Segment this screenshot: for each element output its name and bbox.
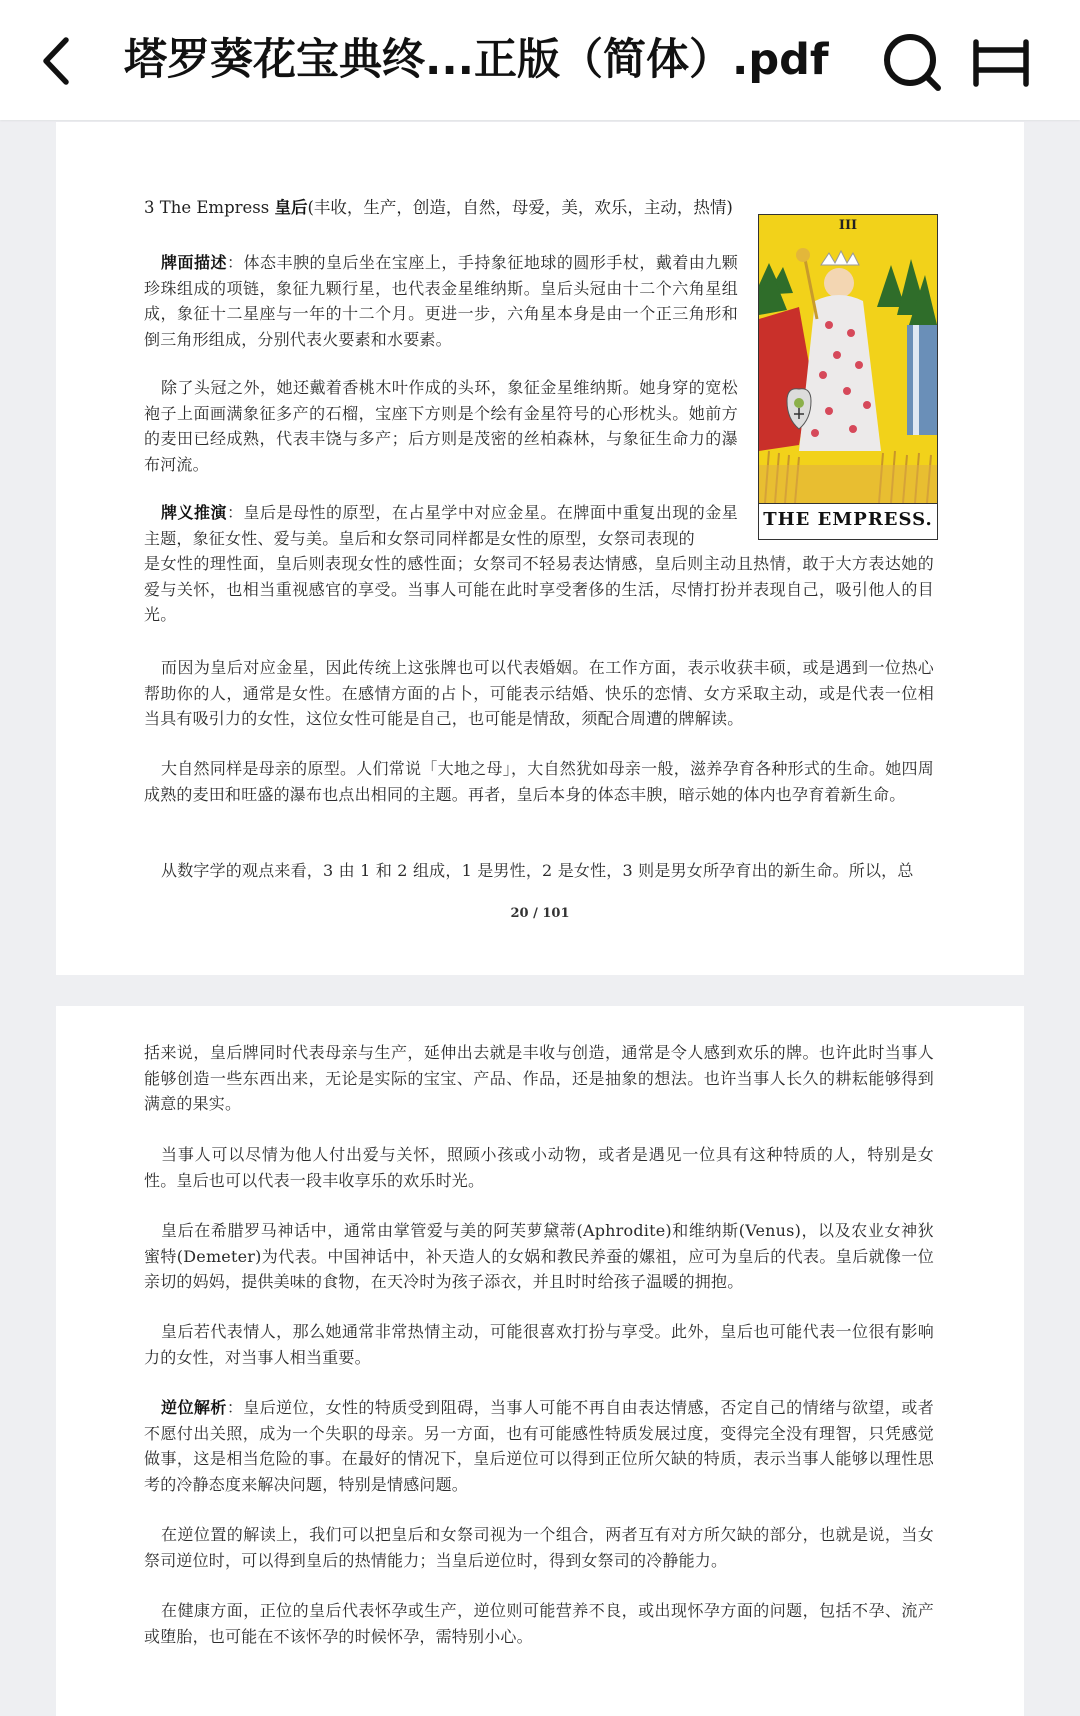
paragraph-numerology: 从数字学的观点来看，3 由 1 和 2 组成，1 是男性，2 是女性，3 则是男女所孕育出的新生命。所以，总 — [161, 861, 914, 880]
heading-keywords: (丰收，生产，创造，自然，母爱，美，欢乐，主动，热情) — [307, 198, 733, 217]
document-title: 塔罗葵花宝典终...正版（简体）.pdf — [124, 35, 829, 85]
empress-card-image — [758, 214, 938, 540]
paragraph-mythology: 皇后在希腊罗马神话中，通常由掌管爱与美的阿芙萝黛蒂(Aphrodite)和维纳斯(Venus)，以及农业女神狄蜜特(Demeter)为代表。中国神话中，补天造人的女娲和教民养蚕的嫘祖，应可为皇后的代表。皇后就像一位亲切的妈妈，提供美味的食物，在天冷时为孩子添衣，并且时时给孩子温暖的拥抱。 — [144, 1221, 934, 1291]
paragraph-headband: 除了头冠之外，她还戴着香桃木叶作成的头环，象征金星维纳斯。她身穿的宽松袍子上面画满象征多产的石榴，宝座下方则是个绘有金星符号的心形枕头。她前方的麦田已经成熟，代表丰饶与多产；后方则是茂密的丝柏森林，与象征生命力的瀑布河流。 — [144, 378, 738, 474]
card-heading — [144, 196, 800, 220]
page-number: 20 / 101 — [510, 906, 570, 921]
back-button[interactable] — [30, 28, 94, 92]
paragraph-care: 当事人可以尽情为他人付出爱与关怀，照顾小孩或小动物，或者是遇见一位具有这种特质的人，特别是女性。皇后也可以代表一段丰收享乐的欢乐时光。 — [144, 1145, 934, 1190]
paragraph-summary: 括来说，皇后牌同时代表母亲与生产，延伸出去就是丰收与创造，通常是令人感到欢乐的牌。也许此时当事人能够创造一些东西出来，无论是实际的宝宝、产品、作品，还是抽象的想法。也许当事人长久的耕耘能够得到满意的果实。 — [144, 1043, 934, 1113]
pdf-page-20 — [56, 122, 1024, 975]
label-reversed: 逆位解析 — [161, 1398, 227, 1417]
label-meaning: 牌义推演 — [161, 503, 227, 522]
paragraph-reversed: 逆位解析：皇后逆位，女性的特质受到阻碍，当事人可能不再自由表达情感，否定自己的情绪与欲望，或者不愿付出关照，成为一个失职的母亲。另一方面，也有可能感性特质发展过度，变得完全没有理智，只凭感觉做事，这是相当危险的事。在最好的情况下，皇后逆位可以得到正位所欠缺的特质，表示当事人能够以理性思考的冷静态度来解决问题，特别是情感问题。 — [144, 1398, 934, 1494]
paragraph-health: 在健康方面，正位的皇后代表怀孕或生产，逆位则可能营养不良，或出现怀孕方面的问题，包括不孕、流产或堕胎，也可能在不该怀孕的时候怀孕，需特别小心。 — [144, 1601, 934, 1646]
heading-number: 3 The Empress — [144, 198, 270, 217]
card-label: THE EMPRESS. — [759, 503, 937, 536]
back-chevron-icon — [30, 28, 94, 92]
paragraph-lover: 皇后若代表情人，那么她通常非常热情主动，可能很喜欢打扮与享受。此外，皇后也可能代表一位很有影响力的女性，对当事人相当重要。 — [144, 1322, 934, 1367]
pdf-page-21 — [56, 1006, 1024, 1716]
paragraph-meaning-b: 是女性的理性面，皇后则表现女性的感性面；女祭司不轻易表达情感，皇后则主动且热情，敢于大方表达她的爱与关怀，也相当重视感官的享受。当事人可能在此时享受奢侈的生活，尽情打扮并表现自己，吸引他人的目光。 — [144, 554, 934, 624]
card-numeral: III — [838, 218, 858, 233]
top-bar — [0, 0, 1080, 120]
paragraph-venus-marriage: 而因为皇后对应金星，因此传统上这张牌也可以代表婚姻。在工作方面，表示收获丰硕，或是遇到一位热心帮助你的人，通常是女性。在感情方面的占卜，可能表示结婚、快乐的恋情、女方采取主动，或是代表一位相当具有吸引力的女性，这位女性可能是自己，也可能是情敌，须配合周遭的牌解读。 — [144, 658, 934, 728]
paragraph-nature-mother: 大自然同样是母亲的原型。人们常说「大地之母」，大自然犹如母亲一般，滋养孕育各种形式的生命。她四周成熟的麦田和旺盛的瀑布也点出相同的主题。再者，皇后本身的体态丰腴，暗示她的体内也孕育着新生命。 — [144, 759, 934, 804]
search-icon — [878, 28, 948, 98]
paragraph-combination: 在逆位置的解读上，我们可以把皇后和女祭司视为一个组合，两者互有对方所欠缺的部分，也就是说，当女祭司逆位时，可以得到皇后的热情能力；当皇后逆位时，得到女祭司的冷静能力。 — [144, 1525, 934, 1570]
paragraph-meaning-a: 牌义推演：皇后是母性的原型，在占星学中对应金星。在牌面中重复出现的金星主题，象征女性、爱与美。皇后和女祭司同样都是女性的原型，女祭司表现的 — [144, 503, 738, 548]
paragraph-card-description: 牌面描述：体态丰腴的皇后坐在宝座上，手持象征地球的圆形手杖，戴着由九颗珍珠组成的项链，象征九颗行星，也代表金星维纳斯。皇后头冠由十二个六角星组成，象征十二星座与一年的十二个月。更进一步，六角星本身是由一个正三角形和倒三角形组成，分别代表火要素和水要素。 — [144, 253, 738, 349]
heading-bold: 皇后 — [274, 198, 308, 217]
search-button[interactable] — [878, 28, 948, 98]
menu-icon — [970, 36, 1032, 90]
empress-card-art — [759, 215, 937, 503]
label-card-description: 牌面描述 — [161, 253, 227, 272]
menu-button[interactable] — [970, 36, 1032, 90]
